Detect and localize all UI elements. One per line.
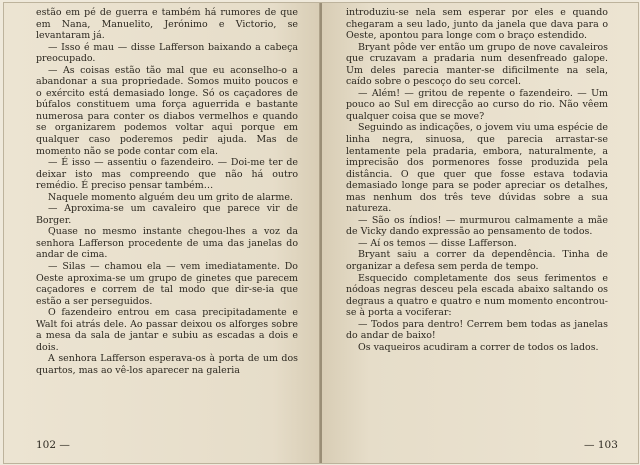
paragraph: A senhora Lafferson esperava-os à porta de um dos quartos, mas ao vê-los aparecer na galeria <box>36 353 298 376</box>
right-page <box>322 3 638 463</box>
paragraph: Bryant pôde ver então um grupo de nove cavaleiros que cruzavam a pradaria num desenfreado galope. Um deles parecia manter-se dificilmente na sela, caído sobre o pescoço do seu corcel. <box>346 41 608 88</box>
paragraph: Naquele momento alguém deu um grito de alarme. <box>48 191 293 203</box>
book-spread <box>3 2 639 464</box>
paragraph: Os vaqueiros acudiram a correr de todos os lados. <box>358 341 599 353</box>
paragraph: Seguindo as indicações, o jovem viu uma espécie de linha negra, sinuosa, que parecia arrastar-se lentamente pela pradaria, embora, naturalmente, a imprecisão dos pormenores fosse produzida pela distância. O que quer que fosse estava todavia demasiado longe para se poder apreciar os detalhes, mas nenhum dos três teve dúvidas sobre a sua natureza. <box>346 122 608 215</box>
left-page <box>4 3 320 463</box>
paragraph: — Aí os temos — disse Lafferson. <box>358 237 517 249</box>
page-number-right: — 103 <box>584 439 618 451</box>
paragraph: introduziu-se nela sem esperar por eles e quando chegaram a seu lado, junto da janela que dava para o Oeste, apontou para longe com o braço estendido. <box>346 7 608 42</box>
paragraph: Bryant saiu a correr da dependência. Tinha de organizar a defesa sem perda de tempo. <box>346 249 608 273</box>
paragraph: — Silas — chamou ela — vem imediatamente. Do Oeste aproxima-se um grupo de ginetes que parecem caçadores e correm de tal modo que dir-se-ia que estão a ser perseguidos. <box>36 261 298 307</box>
paragraph: — As coisas estão tão mal que eu aconselho-o a abandonar a sua propriedade. Somos muito poucos e o exército está demasiado longe. Só os caçadores de búfalos constituem uma força aguerrida e bastante numerosa para conter os diabos vermelhos e quando se organizarem podemos voltar aqui porque em qualquer caso poderemos pedir ajuda. Mas de momento não se pode contar com ela. <box>36 64 298 157</box>
page-number-left: 102 — <box>36 439 70 451</box>
paragraph: — São os índios! — murmurou calmamente a mãe de Vicky dando expressão ao pensamento de todos. <box>346 214 608 238</box>
paragraph: Esquecido completamente dos seus ferimentos e nódoas negras desceu pela escada abaixo saltando os degraus a quatro e quatro e num momento encontrou-se à porta a vociferar: <box>346 272 608 319</box>
paragraph: — Além! — gritou de repente o fazendeiro. — Um pouco ao Sul em direcção ao curso do rio. Não vêem qualquer coisa que se move? <box>346 87 608 122</box>
paragraph: — Isso é mau — disse Lafferson baixando a cabeça preocupado. <box>36 41 298 65</box>
paragraph: Quase no mesmo instante chegou-lhes a voz da senhora Lafferson procedente de uma das janelas do andar de cima. <box>36 226 298 261</box>
left-page-text <box>36 7 298 377</box>
paragraph: — É isso — assentiu o fazendeiro. — Doi-me ter de deixar isto mas compreendo que não há outro remédio. É preciso pensar também… <box>36 157 298 192</box>
paragraph: estão em pé de guerra e também há rumores de que em Nana, Manuelito, Jerónimo e Victorio, se levantaram já. <box>36 7 298 42</box>
paragraph: O fazendeiro entrou em casa precipitadamente e Walt foi atrás dele. Ao passar deixou os alforges sobre a mesa da sala de jantar e subiu as escadas a dois e dois. <box>36 307 298 353</box>
right-page-text <box>346 7 608 353</box>
paragraph: — Todos para dentro! Cerrem bem todas as janelas do andar de baixo! <box>346 318 608 342</box>
paragraph: — Aproxima-se um cavaleiro que parece vir de Borger. <box>36 203 298 226</box>
